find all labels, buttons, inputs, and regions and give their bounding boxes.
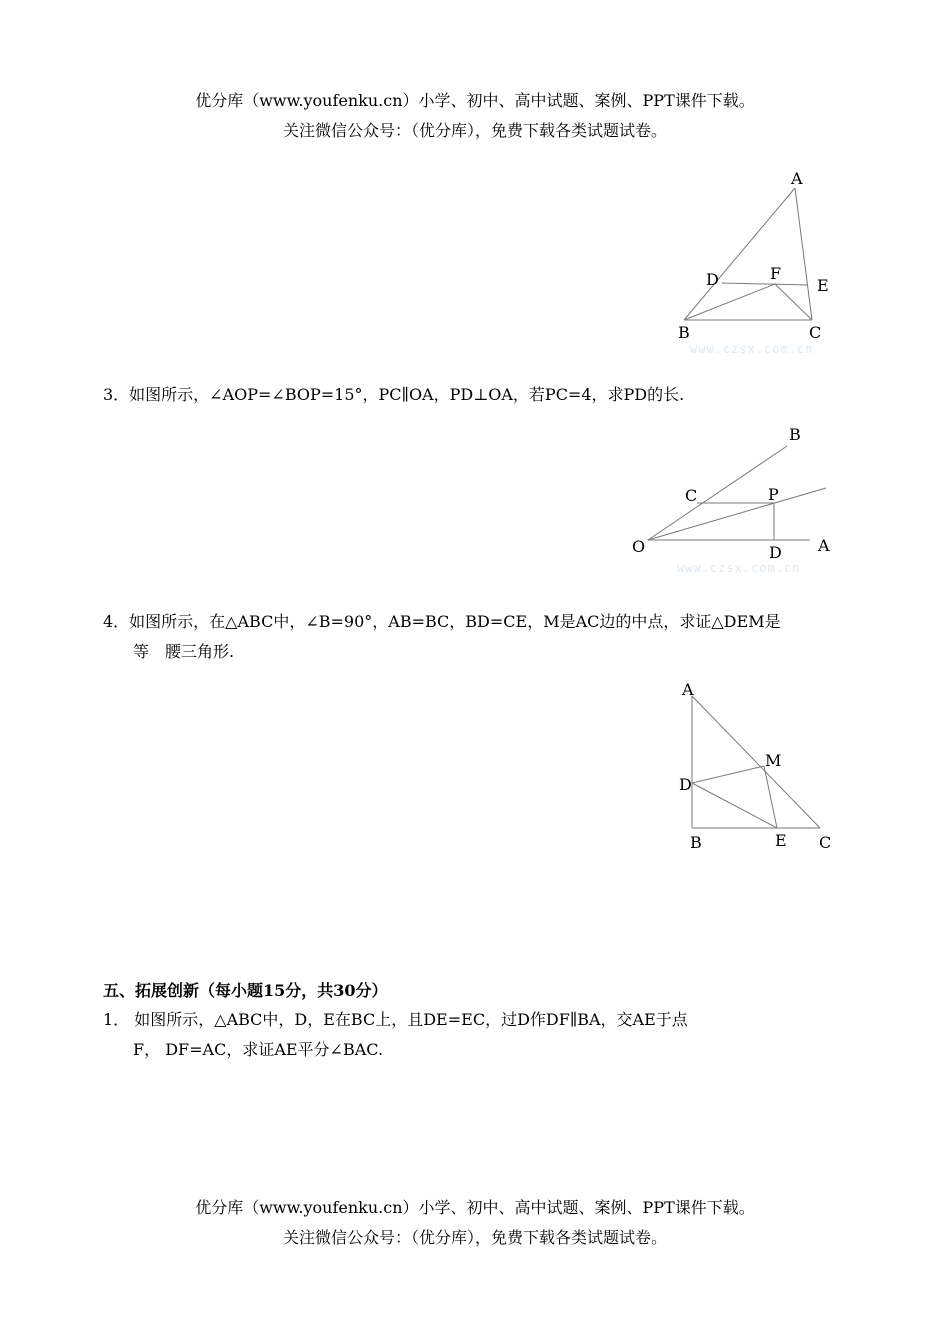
question-4-line2: 等 腰三角形. (133, 642, 235, 661)
section-5-title: 五、拓展创新（每小题15分，共30分） (103, 981, 388, 1000)
label-a: A (791, 169, 803, 188)
header-site-line: 优分库（www.youfenku.cn）小学、初中、高中试题、案例、PPT课件下载。 (195, 91, 755, 110)
label-f: F (770, 264, 782, 283)
watermark: www.czsx.com.cn (690, 342, 814, 356)
question-5-1 (103, 1005, 848, 1065)
label-b: B (678, 323, 690, 342)
question-3-text: 3．如图所示，∠AOP=∠BOP=15°，PC∥OA，PD⊥OA，若PC=4，求PD的长. (103, 385, 685, 404)
label-c: C (819, 833, 832, 852)
segment-dm (692, 766, 764, 783)
footer-wechat-line: 关注微信公众号：（优分库），免费下载各类试题试卷。 (282, 1228, 667, 1247)
segment-me (764, 766, 777, 828)
label-m: M (765, 751, 782, 770)
label-c: C (685, 486, 698, 505)
label-d: D (679, 775, 692, 794)
footer-site-line: 优分库（www.youfenku.cn）小学、初中、高中试题、案例、PPT课件下载。 (195, 1198, 755, 1217)
segment-ac (692, 696, 820, 828)
header-wechat-line: 关注微信公众号：（优分库），免费下载各类试题试卷。 (282, 121, 667, 140)
label-a: A (682, 680, 694, 699)
question-5-1-line2: F， DF=AC，求证AE平分∠BAC. (133, 1040, 384, 1059)
label-d: D (706, 270, 719, 289)
page-footer (0, 1193, 950, 1253)
label-a: A (818, 536, 830, 555)
segment-de (692, 783, 777, 828)
label-d: D (769, 543, 782, 562)
label-e: E (817, 276, 829, 295)
label-o: O (632, 537, 646, 556)
question-5-1-line1: 1． 如图所示，△ABC中，D，E在BC上，且DE=EC，过D作DF∥BA，交AE于点 (103, 1010, 688, 1029)
watermark: www.czsx.com.cn (677, 561, 801, 575)
label-b: B (690, 833, 702, 852)
label-p: P (768, 485, 779, 504)
label-e: E (775, 831, 787, 850)
label-b: B (789, 425, 801, 444)
question-4-line1: 4．如图所示，在△ABC中，∠B=90°，AB=BC，BD=CE，M是AC边的中点，求证△DEM是 (103, 612, 781, 631)
label-c: C (809, 323, 822, 342)
